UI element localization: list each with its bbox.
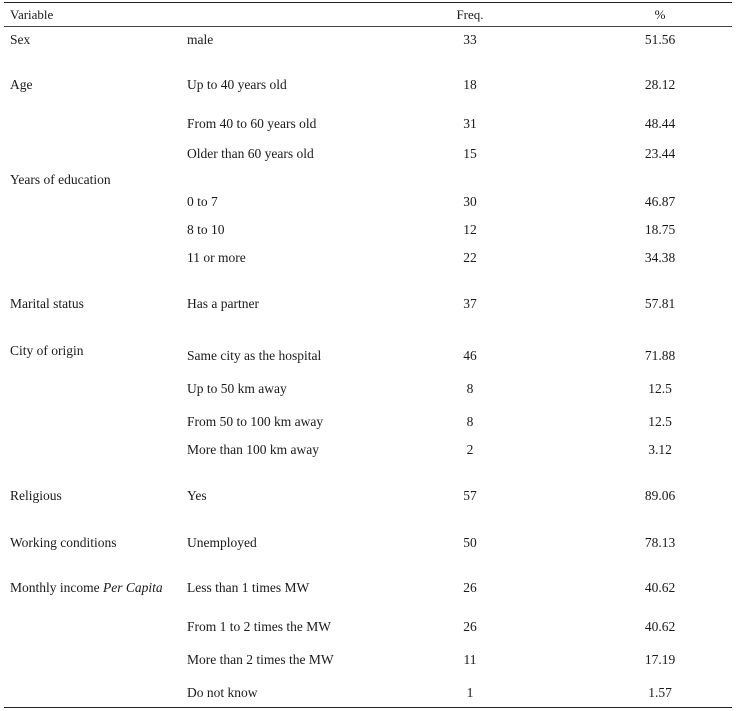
row-freq: 26 [463,580,477,595]
row-variable: City of origin [10,343,84,358]
row-category: Unemployed [187,535,257,550]
row-freq: 15 [463,146,477,161]
row-category: 8 to 10 [187,222,225,237]
row-category: Yes [187,488,207,503]
row-freq: 30 [463,194,477,209]
row-freq: 8 [466,381,474,396]
row-category: From 40 to 60 years old [187,116,317,131]
row-percent: 51.56 [644,32,676,47]
row-percent: 57.81 [644,296,676,311]
row-category: Up to 50 km away [187,381,287,396]
row-category: Up to 40 years old [187,77,287,92]
row-category: From 50 to 100 km away [187,414,324,429]
row-freq: 26 [463,619,477,634]
row-freq: 50 [463,535,477,550]
row-category: 11 or more [187,250,246,265]
row-percent: 23.44 [644,146,676,161]
table-top-rule [4,2,732,3]
row-freq: 33 [463,32,477,47]
header-percent: % [654,7,666,22]
row-percent: 12.5 [648,381,672,396]
row-freq: 31 [463,116,477,131]
row-percent: 71.88 [644,348,676,363]
row-category: male [187,32,214,47]
row-freq: 37 [463,296,477,311]
row-category: From 1 to 2 times the MW [187,619,331,634]
row-freq: 46 [463,348,477,363]
row-category: Same city as the hospital [187,348,322,363]
row-freq: 8 [466,414,474,429]
header-freq: Freq. [456,7,484,22]
row-category: Has a partner [187,296,259,311]
header-variable: Variable [10,7,54,22]
row-variable: Marital status [10,296,84,311]
row-category: Older than 60 years old [187,146,314,161]
table-header-rule [4,26,732,27]
row-category: 0 to 7 [187,194,218,209]
row-freq: 2 [466,442,474,457]
row-freq: 18 [463,77,477,92]
row-variable: Years of education [10,172,111,187]
row-percent: 78.13 [644,535,676,550]
row-variable [10,580,163,596]
row-percent: 18.75 [644,222,676,237]
row-variable: Age [10,77,33,92]
row-freq: 11 [463,652,477,667]
row-category: Less than 1 times MW [187,580,310,595]
row-percent: 40.62 [644,619,676,634]
row-category: Do not know [187,685,258,700]
row-variable-text: Monthly income [10,580,103,595]
row-freq: 1 [466,685,474,700]
row-variable-italic: Per Capita [103,580,163,595]
row-category: More than 2 times the MW [187,652,334,667]
row-freq: 22 [463,250,477,265]
row-percent: 40.62 [644,580,676,595]
row-variable: Religious [10,488,62,503]
row-percent: 34.38 [644,250,676,265]
row-percent: 48.44 [644,116,676,131]
row-category: More than 100 km away [187,442,319,457]
row-percent: 46.87 [644,194,676,209]
row-freq: 12 [463,222,477,237]
table-bottom-rule [4,707,732,708]
row-percent: 28.12 [644,77,676,92]
row-freq: 57 [463,488,477,503]
row-variable: Working conditions [10,535,117,550]
row-percent: 12.5 [648,414,672,429]
row-percent: 17.19 [644,652,676,667]
row-percent: 89.06 [644,488,676,503]
row-variable: Sex [10,32,31,47]
row-percent: 3.12 [648,442,672,457]
row-percent: 1.57 [648,685,672,700]
